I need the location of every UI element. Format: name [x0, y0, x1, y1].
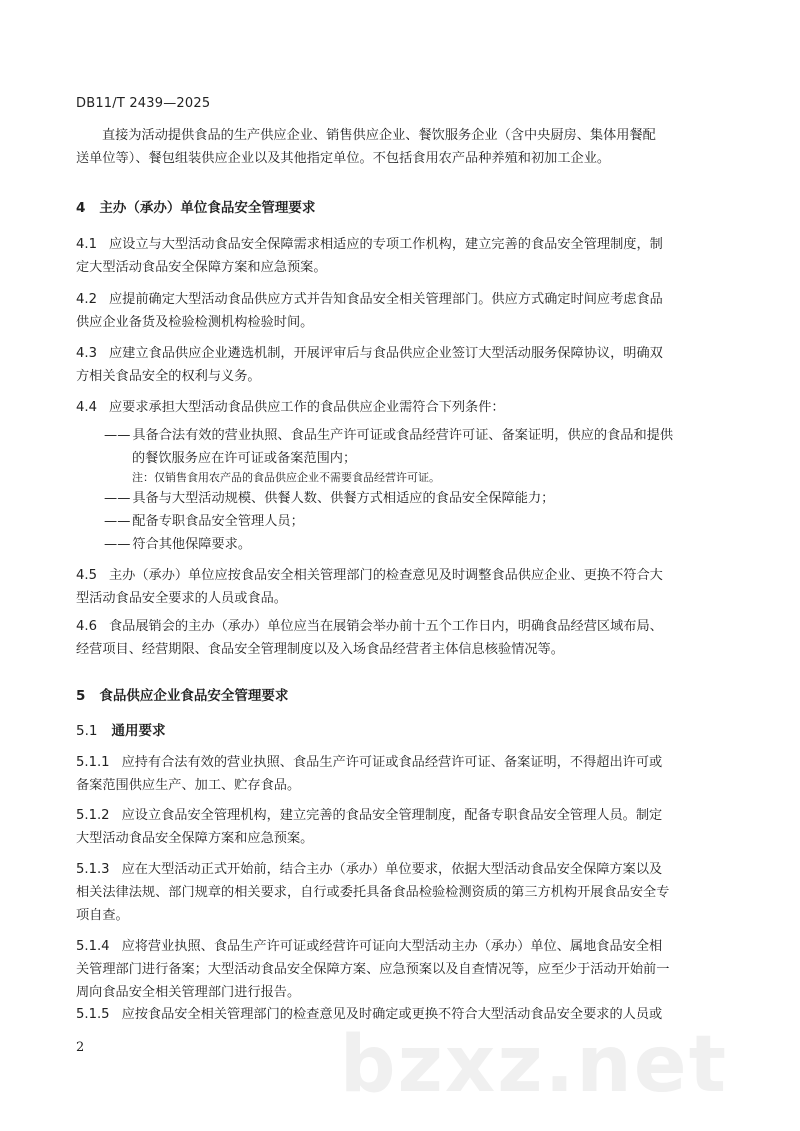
- clause-line-1: 应设立与大型活动食品安全保障需求相适应的专项工作机构，建立完善的食品安全管理制度，制: [108, 237, 663, 252]
- clause-number: 4.1: [76, 237, 97, 252]
- section-5-heading: [76, 684, 288, 704]
- clause-number: 5.1.3: [76, 862, 110, 877]
- section-4-heading: [76, 196, 315, 216]
- clause-4-3: [76, 342, 724, 388]
- clause-4-2: [76, 288, 724, 334]
- condition-line-2: 的餐饮服务应在许可证或备案范围内；: [132, 451, 357, 466]
- clause-line-2: 大型活动食品安全保障方案和应急预案。: [76, 831, 314, 846]
- clause-number: 4.3: [76, 346, 97, 361]
- clause-line-2: 备案范围供应生产、加工、贮存食品。: [76, 778, 301, 793]
- subsection-number: 5.1: [76, 723, 98, 739]
- clause-line-1: 应将营业执照、食品生产许可证或经营许可证向大型活动主办（承办）单位、属地食品安全相: [121, 939, 663, 954]
- section-5-title: 食品供应企业食品安全管理要求: [99, 688, 289, 704]
- clause-4-1: [76, 233, 724, 279]
- clause-line-1: 应要求承担大型活动食品供应工作的食品供应企业需符合下列条件：: [108, 400, 505, 415]
- page-number: 2: [76, 1040, 85, 1055]
- clause-line-1: 应持有合法有效的营业执照、食品生产许可证或食品经营许可证、备案证明，不得超出许可或: [121, 755, 663, 770]
- intro-line-1: 直接为活动提供食品的生产供应企业、销售供应企业、餐饮服务企业（含中央厨房、集体用餐配: [102, 128, 656, 143]
- clause-5-1-1: [76, 751, 724, 797]
- clause-5-1-3: [76, 858, 724, 927]
- subsection-title: 通用要求: [111, 723, 166, 739]
- clause-line-1: 应在大型活动正式开始前，结合主办（承办）单位要求，依据大型活动食品安全保障方案以及: [121, 862, 663, 877]
- clause-line-1: 应建立食品供应企业遴选机制，开展评审后与食品供应企业签订大型活动服务保障协议，明确双: [108, 346, 663, 361]
- condition-line-1: 配备专职食品安全管理人员；: [132, 514, 304, 529]
- condition-line-1: 符合其他保障要求。: [132, 537, 252, 552]
- clause-line-2: 经营项目、经营期限、食品安全管理制度以及入场食品经营者主体信息核验情况等。: [76, 642, 564, 657]
- clause-line-1: 应按食品安全相关管理部门的检查意见及时确定或更换不符合大型活动食品安全要求的人员或: [121, 1007, 663, 1022]
- condition-2: [104, 487, 724, 510]
- intro-line-2: 送单位等）、餐包组装供应企业以及其他指定单位。不包括食用农产品种养殖和初加工企业。: [76, 151, 611, 166]
- note: 注：仅销售食用农产品的食品供应企业不需要食品经营许可证。: [132, 471, 440, 484]
- clause-5-1-2: [76, 804, 724, 850]
- clause-number: 5.1.1: [76, 755, 110, 770]
- clause-number: 4.6: [76, 619, 97, 634]
- clause-line-3: 周向食品安全相关管理部门进行报告。: [76, 985, 301, 1000]
- condition-line-1: 具备与大型活动规模、供餐人数、供餐方式相适应的食品安全保障能力；: [132, 491, 555, 506]
- clause-4-5: [76, 564, 724, 610]
- clause-line-2: 相关法律法规、部门规章的相关要求，自行或委托具备食品检验检测资质的第三方机构开展食品安全专: [76, 885, 670, 900]
- clause-4-6: [76, 615, 724, 661]
- clause-4-4: [76, 396, 724, 419]
- dash-marker: ——: [104, 537, 131, 552]
- clause-line-3: 项自查。: [76, 908, 129, 923]
- clause-number: 4.5: [76, 568, 97, 583]
- clause-line-1: 应设立食品安全管理机构，建立完善的食品安全管理制度，配备专职食品安全管理人员。制定: [121, 808, 663, 823]
- clause-line-1: 主办（承办）单位应按食品安全相关管理部门的检查意见及时调整食品供应企业、更换不符合大: [108, 568, 663, 583]
- dash-marker: ——: [104, 514, 131, 529]
- section-4-title: 主办（承办）单位食品安全管理要求: [99, 200, 316, 216]
- condition-1: [104, 424, 724, 470]
- document-code: DB11/T 2439—2025: [76, 96, 211, 111]
- dash-marker: ——: [104, 491, 131, 506]
- intro-paragraph: [76, 124, 724, 170]
- watermark: bzxz.net: [339, 1020, 728, 1110]
- clause-line-2: 型活动食品安全要求的人员或食品。: [76, 591, 287, 606]
- clause-line-2: 关管理部门进行备案；大型活动食品安全保障方案、应急预案以及自查情况等，应至少于活动开始前一: [76, 962, 670, 977]
- clause-line-2: 定大型活动食品安全保障方案和应急预案。: [76, 260, 327, 275]
- section-5-number: 5: [76, 688, 86, 704]
- condition-line-1: 具备合法有效的营业执照、食品生产许可证或食品经营许可证、备案证明，供应的食品和提供: [132, 428, 674, 443]
- section-4-number: 4: [76, 200, 86, 216]
- clause-5-1-4: [76, 935, 724, 1004]
- clause-line-2: 供应企业备货及检验检测机构检验时间。: [76, 315, 314, 330]
- clause-line-2: 方相关食品安全的权利与义务。: [76, 369, 261, 384]
- subsection-5-1-heading: [76, 719, 165, 739]
- clause-number: 5.1.2: [76, 808, 110, 823]
- clause-line-1: 食品展销会的主办（承办）单位应当在展销会举办前十五个工作日内，明确食品经营区域布局、: [108, 619, 663, 634]
- clause-number: 4.4: [76, 400, 97, 415]
- condition-3: [104, 510, 724, 533]
- clause-number: 5.1.4: [76, 939, 110, 954]
- clause-number: 5.1.5: [76, 1007, 110, 1022]
- condition-4: [104, 533, 724, 556]
- clause-number: 4.2: [76, 292, 97, 307]
- dash-marker: ——: [104, 428, 131, 443]
- clause-line-1: 应提前确定大型活动食品供应方式并告知食品安全相关管理部门。供应方式确定时间应考虑食品: [108, 292, 663, 307]
